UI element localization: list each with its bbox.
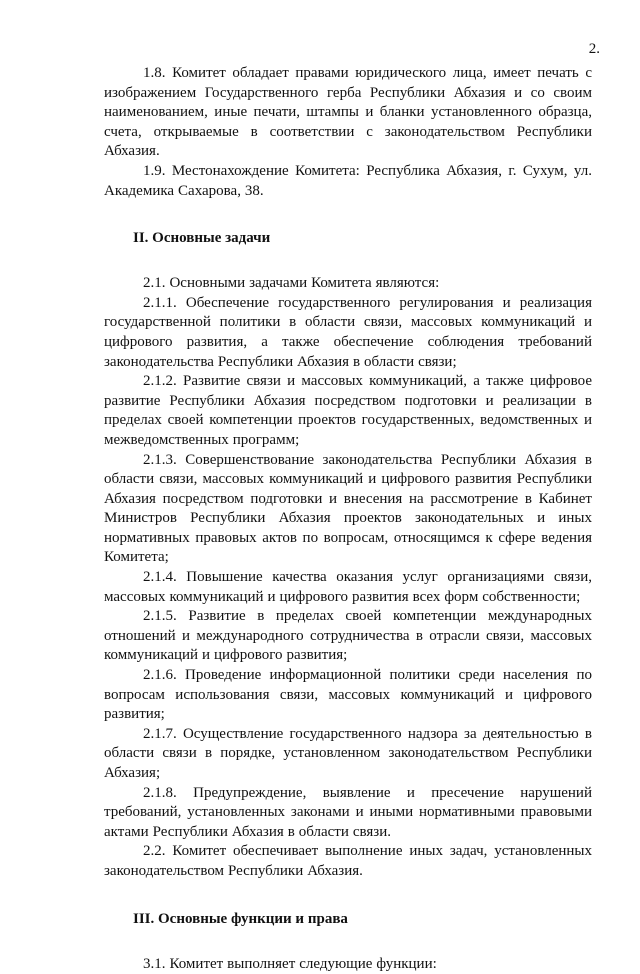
clause-1-8: 1.8. Комитет обладает правами юридического лица, имеет печать с изображением Государственного герба Республики Абхазия и со своим наименованием, иные печати, штампы и бланки установленного образца, счета, открываемые в соответствии с законодательством Республики Абхазия. — [104, 65, 592, 160]
clause-1-9: 1.9. Местонахождение Комитета: Республика Абхазия, г. Сухум, ул. Академика Сахарова, 38. — [104, 162, 592, 199]
section-heading-functions: III. Основные функции и права — [133, 910, 348, 927]
clause-2-2: 2.2. Комитет обеспечивает выполнение иных задач, установленных законодательством Республики Абхазия. — [104, 843, 592, 879]
clause-2-1: 2.1. Основными задачами Комитета являются: — [143, 275, 440, 292]
page-number: 2. — [588, 41, 600, 57]
clause-2-1-1: 2.1.1. Обеспечение государственного регулирования и реализация государственной политики в области связи, массовых коммуникаций и цифрового развития, а также обеспечение соблюдения требований законодательства Республики Абхазия в области связи; — [104, 294, 592, 370]
clause-2-1-2: 2.1.2. Развитие связи и массовых коммуникаций, а также цифровое развитие Республики Абхазия посредством подготовки и реализации в пределах своей компетенции проектов государственных, ведомственных и межведомственных программ; — [104, 373, 592, 448]
clause-2-1-8: 2.1.8. Предупреждение, выявление и пресечение нарушений требований, установленных законами и иными нормативными правовыми актами Республики Абхазия в области связи. — [104, 784, 592, 840]
clause-2-1-6: 2.1.6. Проведение информационной политики среди населения по вопросам использования связи, массовых коммуникаций и цифрового развития; — [104, 667, 592, 723]
section-heading-tasks: II. Основные задачи — [133, 230, 271, 247]
clause-2-1-4: 2.1.4. Повышение качества оказания услуг организациями связи, массовых коммуникаций и цифрового развития всех форм собственности; — [104, 569, 592, 605]
clause-3-1: 3.1. Комитет выполняет следующие функции: — [143, 955, 437, 972]
clause-2-1-5: 2.1.5. Развитие в пределах своей компетенции международных отношений и международного сотрудничества в отрасли связи, массовых коммуникаций и цифрового развития; — [104, 608, 592, 664]
clause-2-1-7: 2.1.7. Осуществление государственного надзора за деятельностью в области связи в порядке, установленном законодательством Республики Абхазия; — [104, 725, 592, 781]
document-body — [104, 64, 592, 974]
clause-2-1-3: 2.1.3. Совершенствование законодательства Республики Абхазия в области связи, массовых коммуникаций и цифрового развития Республики Абхазия посредством подготовки и внесения на рассмотрение в Кабинет Министров Республики Абхазия проектов законодательных и иных нормативных правовых актов по вопросам, относящимся к сфере ведения Комитета; — [104, 451, 592, 566]
